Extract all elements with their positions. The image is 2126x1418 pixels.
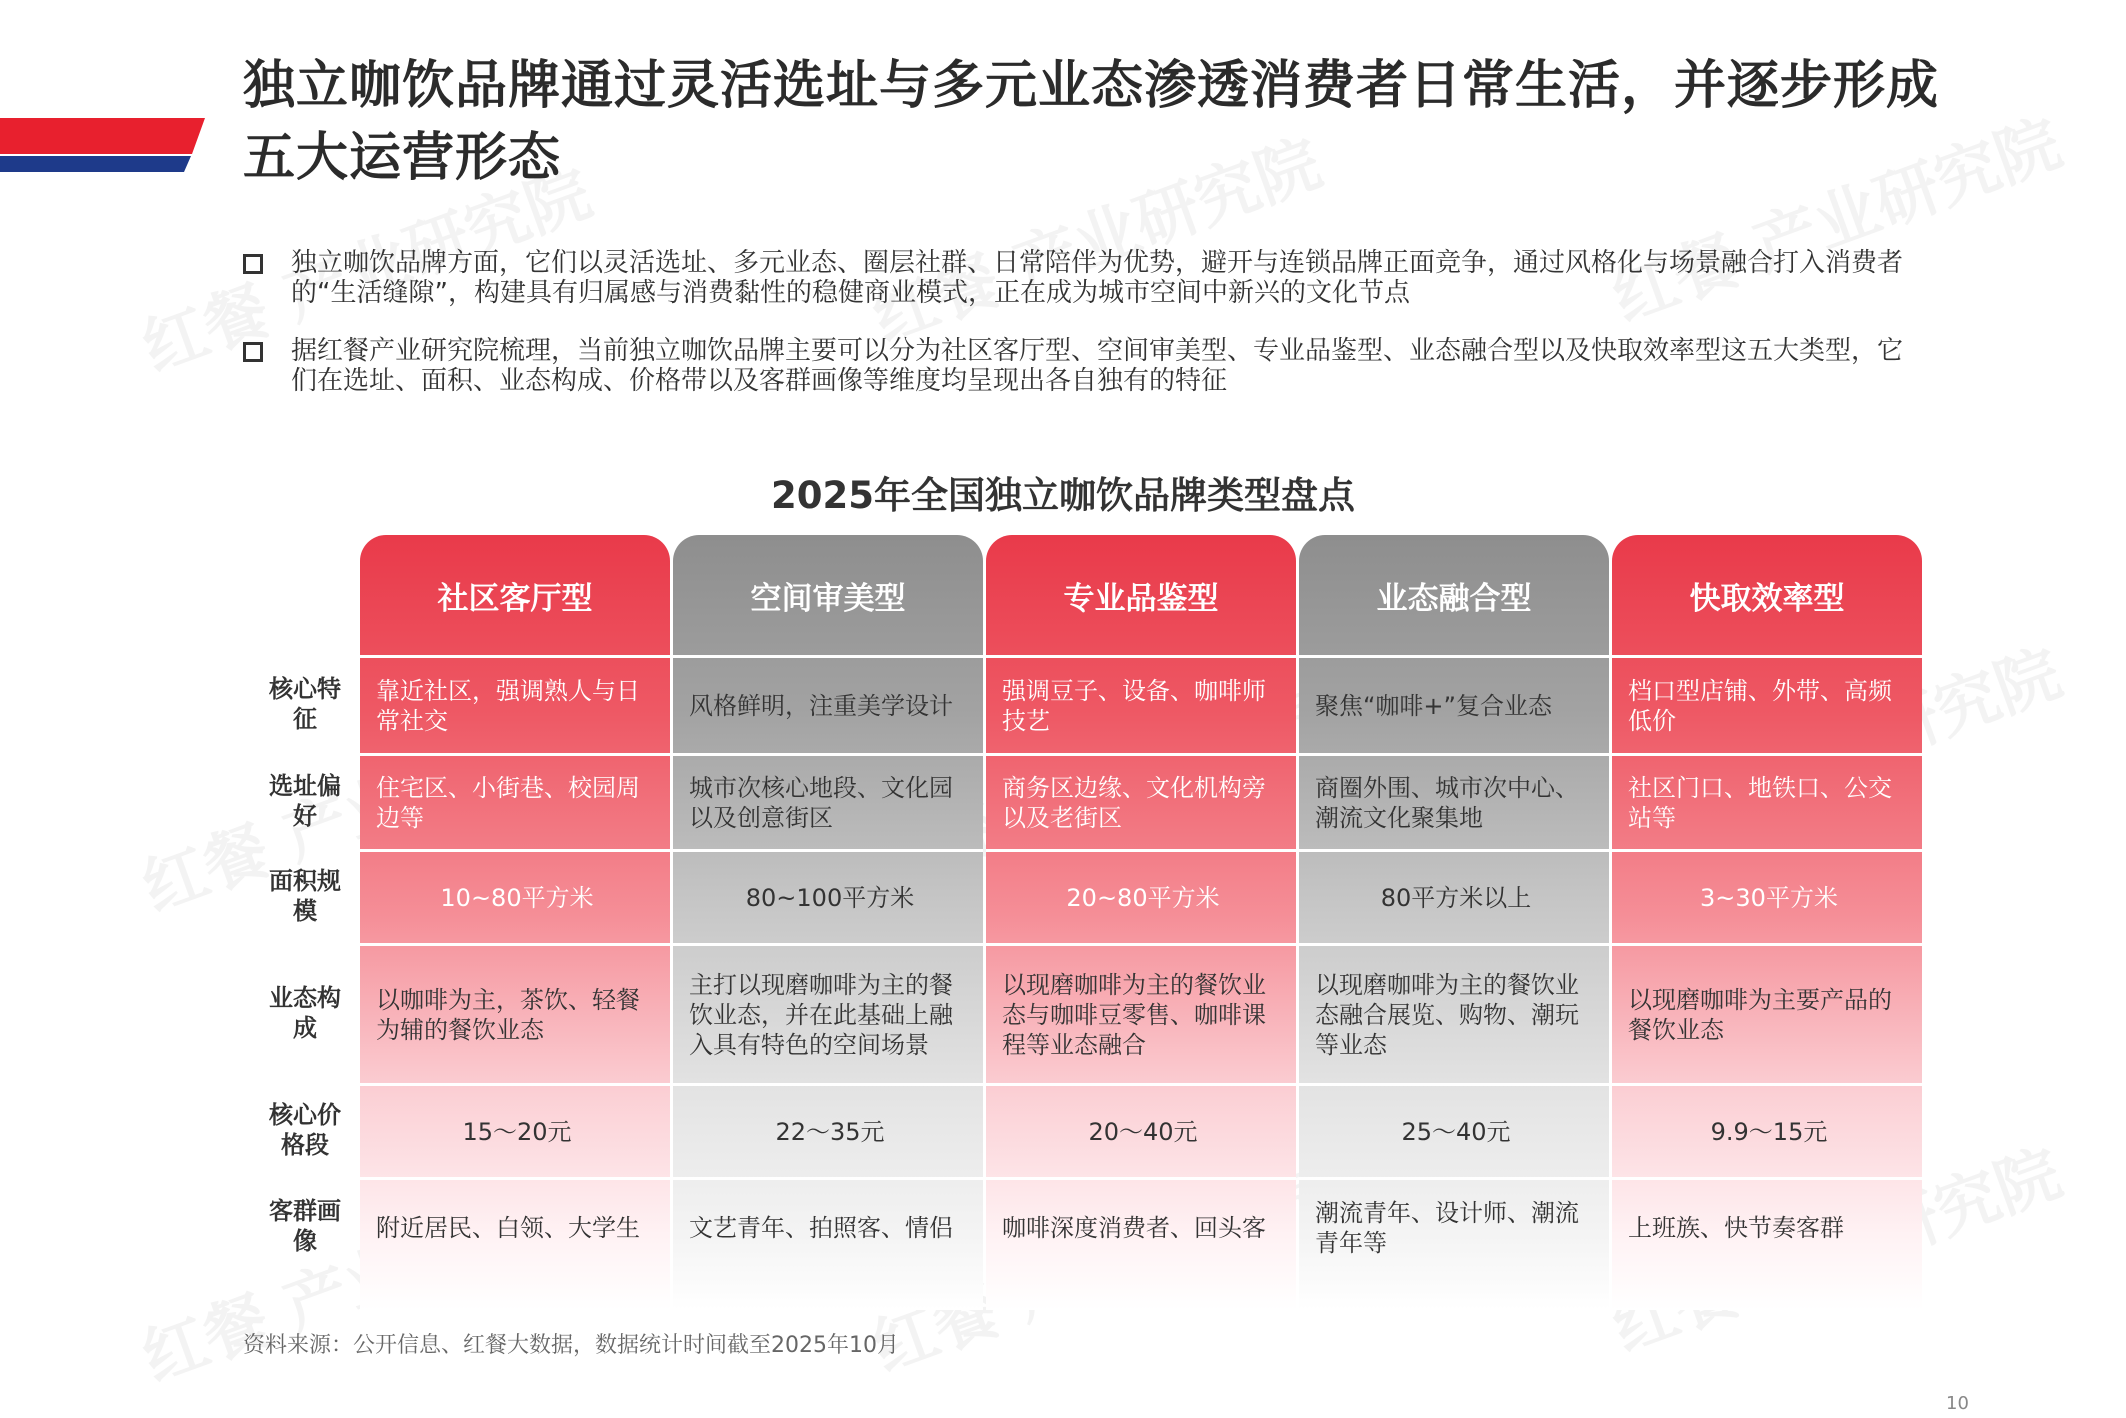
table-cell: 9.9～15元 [1612, 1083, 1922, 1177]
accent-stripe-decoration [0, 118, 205, 172]
table-cell: 住宅区、小街巷、校园周边等 [360, 753, 670, 849]
row-label [250, 655, 360, 753]
table-cell: 上班族、快节奏客群 [1612, 1177, 1922, 1275]
column-header: 空间审美型 [750, 580, 906, 617]
table-cell: 档口型店铺、外带、高频低价 [1612, 655, 1922, 753]
row-label [250, 849, 360, 943]
table-cell: 商务区边缘、文化机构旁以及老街区 [986, 753, 1296, 849]
table-cell: 主打以现磨咖啡为主的餐饮业态，并在此基础上融入具有特色的空间场景 [673, 943, 983, 1083]
type-column [986, 535, 1296, 1310]
table-cell: 城市次核心地段、文化园以及创意街区 [673, 753, 983, 849]
table-cell: 风格鲜明，注重美学设计 [673, 655, 983, 753]
type-column [1612, 535, 1922, 1310]
row-label-text: 面积规模 [269, 867, 341, 925]
table-cell: 22～35元 [673, 1083, 983, 1177]
row-label-text: 选址偏好 [269, 772, 341, 830]
row-label-column [250, 535, 360, 1310]
table-cell: 20~80平方米 [986, 849, 1296, 943]
table-cell: 以现磨咖啡为主的餐饮业态与咖啡豆零售、咖啡课程等业态融合 [986, 943, 1296, 1083]
brand-type-table [250, 535, 1930, 1310]
table-cell: 15～20元 [360, 1083, 670, 1177]
table-cell: 聚焦“咖啡+”复合业态 [1299, 655, 1609, 753]
table-cell: 咖啡深度消费者、回头客 [986, 1177, 1296, 1275]
row-label [250, 1083, 360, 1177]
table-cell: 附近居民、白领、大学生 [360, 1177, 670, 1275]
table-cell: 3~30平方米 [1612, 849, 1922, 943]
bullet-item [243, 248, 1913, 308]
table-cell: 以咖啡为主，茶饮、轻餐为辅的餐饮业态 [360, 943, 670, 1083]
page-title: 独立咖饮品牌通过灵活选址与多元业态渗透消费者日常生活，并逐步形成五大运营形态 [243, 56, 1940, 188]
table-cell: 潮流青年、设计师、潮流青年等 [1299, 1177, 1609, 1275]
table-cell: 以现磨咖啡为主的餐饮业态融合展览、购物、潮玩等业态 [1299, 943, 1609, 1083]
bullet-item [243, 336, 1913, 396]
table-cell: 靠近社区，强调熟人与日常社交 [360, 655, 670, 753]
row-label [250, 753, 360, 849]
table-cell: 社区门口、地铁口、公交站等 [1612, 753, 1922, 849]
table-cell: 10~80平方米 [360, 849, 670, 943]
page-number: 10 [1946, 1393, 1969, 1414]
type-column [673, 535, 983, 1310]
table-cell: 强调豆子、设备、咖啡师技艺 [986, 655, 1296, 753]
source-note: 资料来源：公开信息、红餐大数据，数据统计时间截至2025年10月 [243, 1333, 899, 1358]
column-header: 业态融合型 [1376, 580, 1532, 617]
column-header: 快取效率型 [1689, 580, 1845, 617]
row-label-text: 业态构成 [269, 984, 341, 1042]
type-column [360, 535, 670, 1310]
square-bullet-icon [243, 342, 263, 362]
row-label-text: 核心价格段 [269, 1101, 341, 1159]
row-label [250, 1177, 360, 1275]
table-cell: 文艺青年、拍照客、情侣 [673, 1177, 983, 1275]
row-label-text: 客群画像 [269, 1197, 341, 1255]
bullet-list [243, 248, 1913, 424]
type-column [1299, 535, 1609, 1310]
table-cell: 80平方米以上 [1299, 849, 1609, 943]
bullet-text: 独立咖饮品牌方面，它们以灵活选址、多元业态、圈层社群、日常陪伴为优势，避开与连锁品牌正面竞争，通过风格化与场景融合打入消费者的“生活缝隙”，构建具有归属感与消费黏性的稳健商业模式，正在成为城市空间中新兴的文化节点 [291, 248, 1904, 308]
row-label-text: 核心特征 [269, 675, 341, 733]
table-cell: 25～40元 [1299, 1083, 1609, 1177]
column-header: 社区客厅型 [437, 580, 593, 617]
table-cell: 以现磨咖啡为主要产品的餐饮业态 [1612, 943, 1922, 1083]
column-header: 专业品鉴型 [1063, 580, 1219, 617]
row-label [250, 943, 360, 1083]
table-cell: 商圈外围、城市次中心、潮流文化聚集地 [1299, 753, 1609, 849]
table-cell: 20～40元 [986, 1083, 1296, 1177]
table-title: 2025年全国独立咖饮品牌类型盘点 [771, 474, 1355, 517]
table-cell: 80~100平方米 [673, 849, 983, 943]
bullet-text: 据红餐产业研究院梳理，当前独立咖饮品牌主要可以分为社区客厅型、空间审美型、专业品鉴型、业态融合型以及快取效率型这五大类型，它们在选址、面积、业态构成、价格带以及客群画像等维度均呈现出各自独有的特征 [291, 336, 1904, 396]
square-bullet-icon [243, 254, 263, 274]
